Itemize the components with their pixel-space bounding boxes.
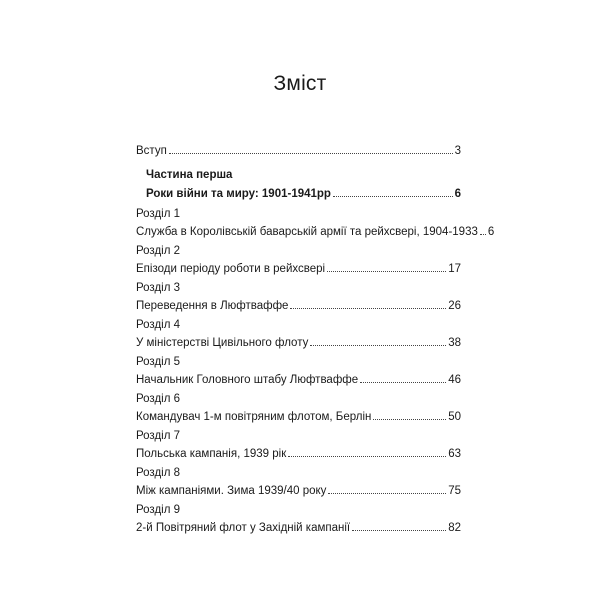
toc-chapter (136, 353, 461, 389)
table-of-contents (136, 141, 495, 538)
toc-chapter (136, 279, 461, 315)
toc-page-number: 6 (487, 226, 495, 238)
chapter-number: Розділ 3 (136, 282, 181, 294)
chapter-title: Командувач 1-м повітряним флотом, Берлін (136, 411, 372, 423)
dot-leader (373, 419, 446, 420)
dot-leader (480, 234, 486, 235)
toc-entry (136, 408, 461, 426)
toc-chapter (136, 501, 461, 537)
toc-chapter (136, 427, 461, 463)
chapter-number: Розділ 7 (136, 430, 181, 442)
chapter-title: У міністерстві Цивільного флоту (136, 337, 309, 349)
chapter-number: Розділ 5 (136, 356, 181, 368)
part-label: Частина перша (146, 169, 233, 181)
toc-page-number: 6 (454, 188, 461, 200)
dot-leader (328, 493, 446, 494)
dot-leader (352, 530, 446, 531)
chapter-title: Між кампаніями. Зима 1939/40 року (136, 485, 327, 497)
dot-leader (169, 153, 453, 154)
chapter-title: 2-й Повітряний флот у Західній кампанії (136, 522, 351, 534)
part-title: Роки війни та миру: 1901-1941рр (146, 188, 331, 200)
toc-page-number: 3 (454, 145, 461, 157)
toc-entry (136, 223, 495, 241)
toc-entry-label: Вступ (136, 145, 167, 157)
dot-leader (290, 308, 446, 309)
toc-entry (136, 297, 461, 315)
toc-entry (136, 445, 461, 463)
toc-chapter (136, 464, 461, 500)
toc-page-number: 17 (448, 263, 461, 275)
toc-chapter (136, 242, 461, 278)
chapter-title: Епізоди періоду роботи в рейхсвері (136, 263, 326, 275)
toc-page-number: 82 (448, 522, 461, 534)
toc-page-number: 26 (448, 300, 461, 312)
dot-leader (288, 456, 446, 457)
toc-entry-intro (136, 141, 461, 161)
toc-entry (136, 482, 461, 500)
toc-entry (136, 334, 461, 352)
chapter-number: Розділ 9 (136, 504, 181, 516)
dot-leader (310, 345, 446, 346)
toc-entry (136, 371, 461, 389)
chapter-number: Розділ 1 (136, 208, 181, 220)
chapter-number: Розділ 6 (136, 393, 181, 405)
toc-page-number: 38 (448, 337, 461, 349)
toc-chapter (136, 316, 461, 352)
dot-leader (360, 382, 446, 383)
toc-page-number: 50 (448, 411, 461, 423)
chapter-title: Начальник Головного штабу Люфтваффе (136, 374, 359, 386)
chapter-title: Служба в Королівській баварській армії та рейхсвері, 1904-1933 (136, 226, 478, 238)
chapter-number: Розділ 2 (136, 245, 181, 257)
toc-entry-part (146, 184, 461, 204)
chapter-number: Розділ 8 (136, 467, 181, 479)
toc-entry (136, 519, 461, 537)
toc-chapter (136, 205, 495, 241)
page-title: Зміст (273, 72, 327, 95)
chapter-number: Розділ 4 (136, 319, 181, 331)
dot-leader (327, 271, 446, 272)
chapter-title: Польська кампанія, 1939 рік (136, 448, 287, 460)
toc-page-number: 46 (448, 374, 461, 386)
toc-page-number: 63 (448, 448, 461, 460)
toc-chapter (136, 390, 461, 426)
toc-part (136, 166, 461, 204)
toc-entry (136, 260, 461, 278)
chapter-title: Переведення в Люфтваффе (136, 300, 289, 312)
toc-page-number: 75 (448, 485, 461, 497)
dot-leader (333, 196, 453, 197)
